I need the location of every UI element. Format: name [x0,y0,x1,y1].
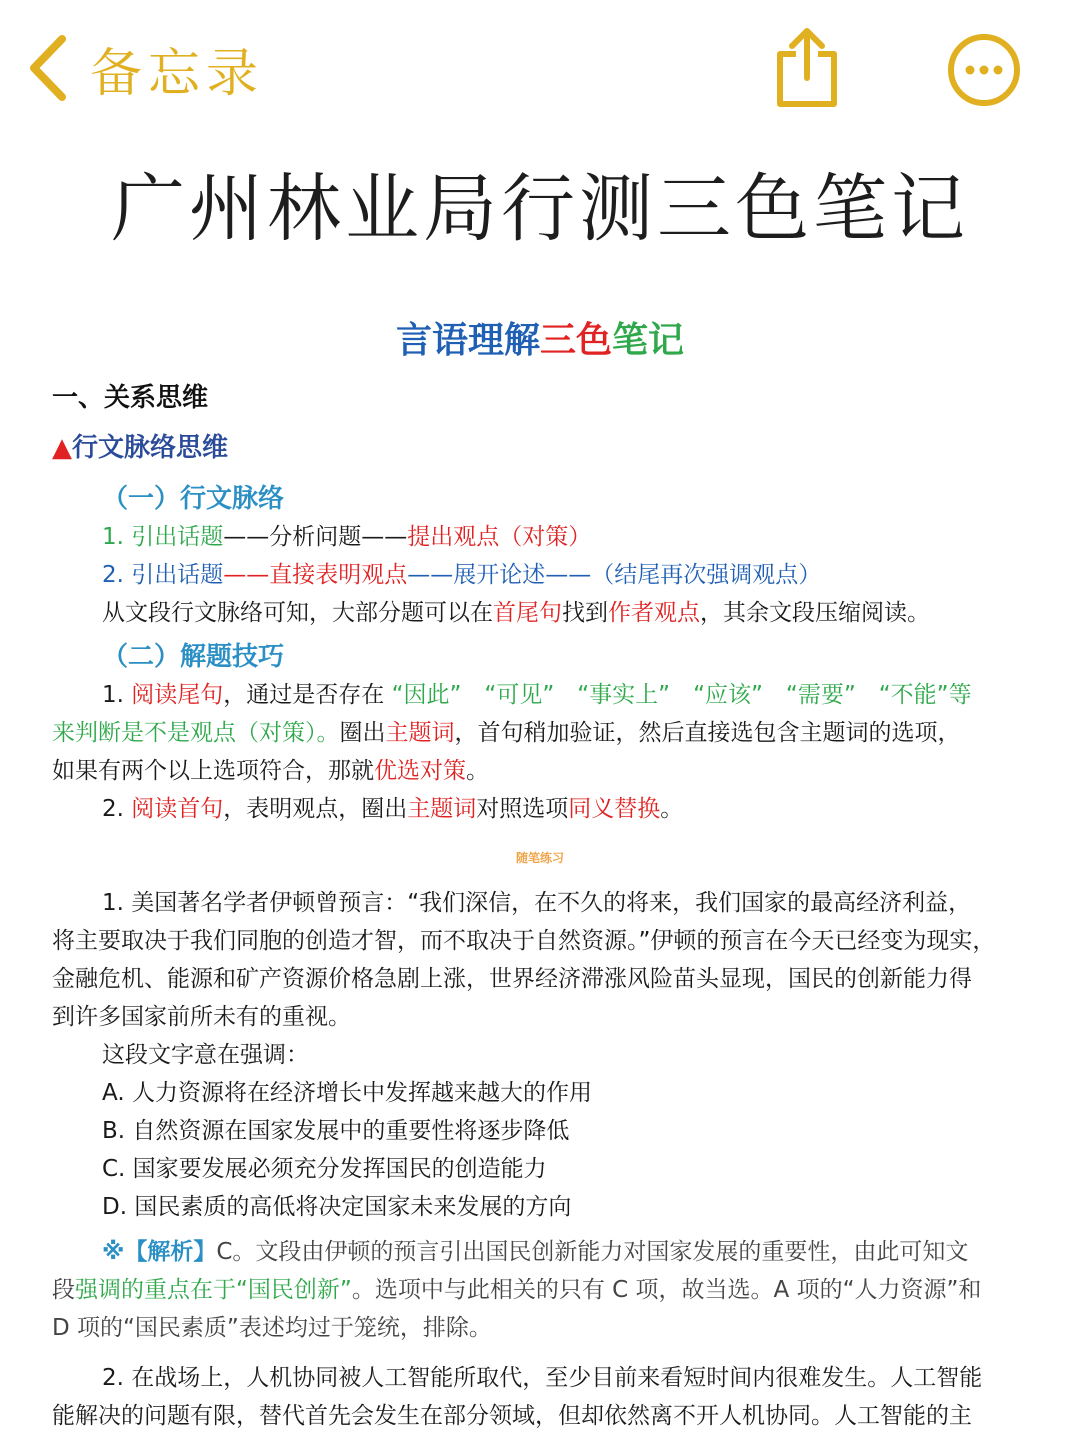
option-b: B. 自然资源在国家发展中的重要性将逐步降低 [102,1118,570,1144]
flow-line-1-b: ——分析问题—— [223,524,408,550]
flow-line-2-d: —— [407,562,454,588]
tips-line-4-a: 2. [102,796,132,822]
flow-line-1 [102,519,591,555]
tips-line-4-e: 对照选项 [476,796,569,822]
analysis-line-2-a: 段 [52,1277,75,1303]
tips-line-2 [52,715,961,751]
tips-line-1-b: 阅读尾句 [131,682,224,708]
option-d: D. 国民素质的高低将决定国家未来发展的方向 [102,1194,572,1220]
section-title [0,312,1080,363]
tips-line-1-d: “因此” “可见” “事实上” “应该” “需要” “不能”等 [391,682,972,708]
flow-line-3 [102,595,930,631]
tips-line-2-a: 来判断是不是观点（对策）。 [52,720,340,746]
tips-line-2-c: 主题词 [385,720,455,746]
more-options-icon[interactable] [946,32,1022,108]
back-button[interactable] [26,30,264,106]
subheading-tips: （二）解题技巧 [102,642,285,672]
flow-line-3-b: 首尾句 [493,600,562,626]
triangle-marker-icon: ▲ [52,433,72,463]
flow-line-2-e: 展开论述——（结尾再次强调观点） [453,562,822,588]
tips-line-3-b: 优选对策 [374,758,466,784]
flow-line-1-c: 提出观点（对策） [407,524,592,550]
analysis-line-1 [102,1234,968,1270]
tips-line-4-b: 阅读首句 [131,796,224,822]
question-1-line: 将主要取决于我们同胞的创造才智，而不取决于自然资源。”伊顿的预言在今天已经变为现实， [52,928,996,954]
analysis-line-1-text: C。文段由伊顿的预言引出国民创新能力对国家发展的重要性，由此可知文 [216,1239,969,1265]
tips-line-1-c: ，通过是否存在 [223,682,392,708]
option-a: A. 人力资源将在经济增长中发挥越来越大的作用 [102,1080,592,1106]
share-icon[interactable] [772,24,842,110]
tips-line-4-f: 同义替换 [568,796,661,822]
question-2-line: 2. 在战场上，人机协同被人工智能所取代，至少目前来看短时间内很难发生。人工智能 [102,1365,983,1391]
flow-line-3-c: 找到 [562,600,608,626]
tips-line-4-g: 。 [660,796,684,822]
tips-line-4-c: ，表明观点，圈出 [223,796,408,822]
tips-line-2-b: 圈出 [339,720,386,746]
flow-line-3-d: 作者观点 [608,600,700,626]
question-1-line: 到许多国家前所未有的重视。 [52,1004,351,1030]
section-title-part1: 言语理解 [395,320,540,361]
analysis-line-2 [52,1272,981,1308]
tips-line-1 [102,677,972,713]
back-label: 备忘录 [90,43,265,104]
flow-line-2 [102,557,821,593]
analysis-line-2-c: 。选项中与此相关的只有 C 项，故当选。A 项的“人力资源”和 [351,1277,982,1303]
analysis-line-3: D 项的“国民素质”表述均过于笼统，排除。 [52,1315,492,1341]
question-1-line: 金融危机、能源和矿产资源价格急剧上涨，世界经济滞涨风险苗头显现，国民的创新能力得 [52,966,972,992]
question-2-line: 能解决的问题有限，替代首先会发生在部分领域，但却依然离不开人机协同。人工智能的主 [52,1403,972,1429]
question-1-prompt: 这段文字意在强调： [102,1042,309,1068]
subheading-flow: （一）行文脉络 [102,484,285,514]
heading-flow-text: 行文脉络思维 [72,433,229,463]
chevron-left-icon [26,33,70,103]
flow-line-3-e: ，其余文段压缩阅读。 [700,600,930,626]
top-bar [0,0,1080,130]
heading-relation: 一、关系思维 [52,383,209,413]
tips-line-3 [52,753,489,789]
analysis-line-2-b: 强调的重点在于“国民创新” [75,1277,352,1303]
flow-line-3-a: 从文段行文脉络可知，大部分题可以在 [102,600,493,626]
tips-line-3-a: 如果有两个以上选项符合，那就 [52,758,374,784]
heading-flow [52,430,228,466]
practice-title: 随笔练习 [515,851,564,865]
flow-line-2-a: 2. 引出话题 [102,562,224,588]
flow-line-1-a: 1. 引出话题 [102,524,224,550]
tips-line-4 [102,791,683,827]
note-title: 广州林业局行测三色笔记 [111,166,969,252]
question-1-line: 1. 美国著名学者伊顿曾预言：“我们深信，在不久的将来，我们国家的最高经济利益， [102,890,972,916]
analysis-label: ※【解析】 [102,1239,217,1265]
flow-line-2-b: —— [223,562,270,588]
option-c: C. 国家要发展必须充分发挥国民的创造能力 [102,1156,547,1182]
section-title-part2: 三色 [539,320,612,361]
section-title-part3: 笔记 [612,320,685,361]
tips-line-2-d: ，首句稍加验证，然后直接选包含主题词的选项， [454,720,961,746]
flow-line-2-c: 直接表明观点 [269,562,408,588]
tips-line-4-d: 主题词 [407,796,477,822]
tips-line-3-c: 。 [466,758,489,784]
tips-line-1-a: 1. [102,682,132,708]
